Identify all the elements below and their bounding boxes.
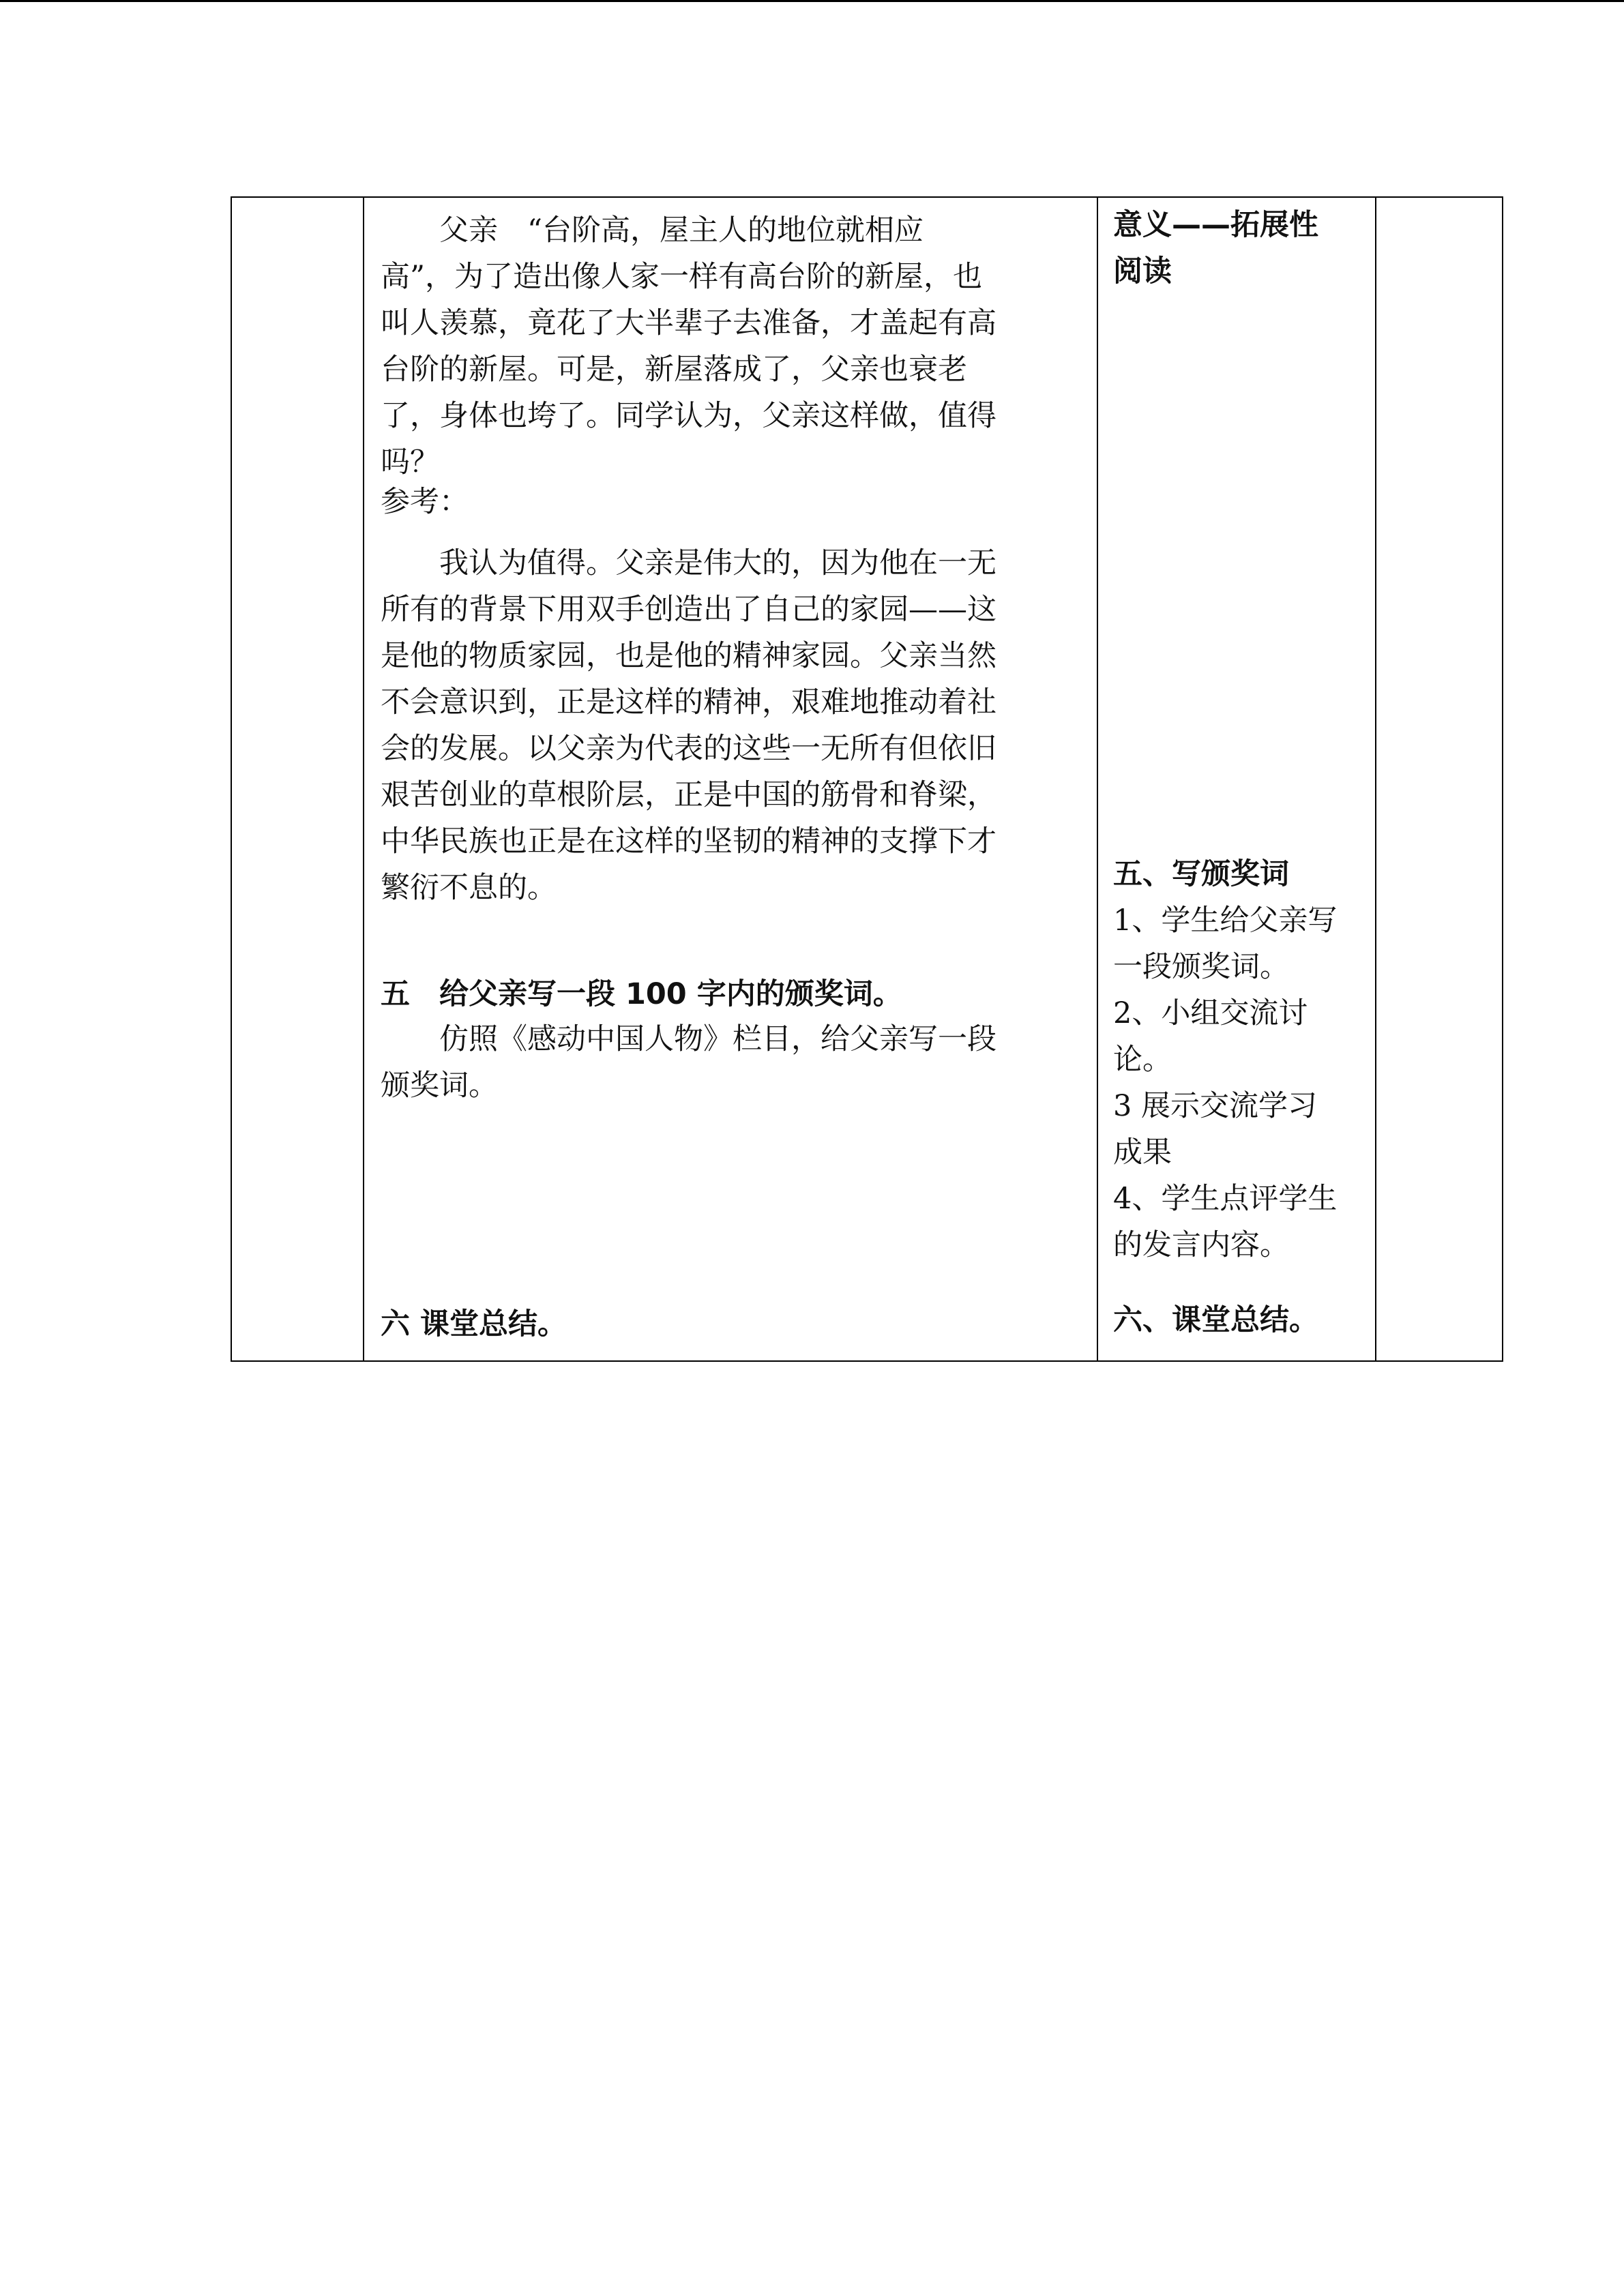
section5-line: 颁奖词。 (381, 1069, 498, 1103)
notes-intro-line: 意义——拓展性 (1113, 208, 1318, 242)
notes-item-line: 成果 (1113, 1135, 1172, 1169)
question-line: 父亲 “台阶高，屋主人的地位就相应 (381, 213, 924, 248)
answer-line: 不会意识到，正是这样的精神，艰难地推动着社 (381, 685, 996, 719)
section5-line: 仿照《感动中国人物》栏目，给父亲写一段 (439, 1022, 996, 1056)
notes-section5-heading: 五、写颁奖词 (1113, 857, 1289, 891)
notes-item-line: 2、小组交流讨 (1113, 996, 1308, 1030)
reference-label: 参考： (381, 485, 469, 519)
notes-item-line: 一段颁奖词。 (1113, 950, 1289, 984)
answer-line: 是他的物质家园，也是他的精神家园。父亲当然 (381, 639, 996, 673)
question-line: 了，身体也垮了。同学认为，父亲这样做，值得 (381, 399, 996, 433)
top-border-line (0, 0, 1624, 2)
section6-heading: 六 课堂总结。 (381, 1307, 567, 1341)
answer-line: 艰苦创业的草根阶层，正是中国的筋骨和脊梁， (381, 778, 996, 812)
question-line: 吗？ (381, 445, 439, 479)
teaching-content-cell (381, 198, 1087, 1360)
notes-item-line: 4、学生点评学生 (1113, 1182, 1338, 1216)
section5-heading: 五 给父亲写一段 100 字内的颁奖词。 (381, 977, 902, 1011)
answer-line: 中华民族也正是在这样的坚韧的精神的支撑下才 (381, 824, 996, 859)
column-divider (363, 198, 364, 1360)
answer-line: 所有的背景下用双手创造出了自己的家园——这 (381, 593, 996, 627)
question-line: 台阶的新屋。可是，新屋落成了，父亲也衰老 (381, 353, 967, 387)
notes-section6-heading: 六、课堂总结。 (1113, 1303, 1318, 1337)
notes-item-line: 3 展示交流学习 (1113, 1089, 1318, 1123)
column-divider (1375, 198, 1376, 1360)
notes-item-line: 1、学生给父亲写 (1113, 904, 1338, 938)
notes-item-line: 论。 (1113, 1043, 1172, 1077)
question-line: 叫人羡慕，竟花了大半辈子去准备，才盖起有高 (381, 306, 996, 340)
answer-line: 我认为值得。父亲是伟大的，因为他在一无 (439, 546, 996, 580)
answer-line: 会的发展。以父亲为代表的这些一无所有但依旧 (381, 732, 996, 766)
answer-line: 繁衍不息的。 (381, 871, 557, 905)
student-activity-cell (1113, 198, 1370, 1360)
lesson-plan-table (231, 196, 1503, 1362)
notes-item-line: 的发言内容。 (1113, 1228, 1289, 1262)
question-line: 高”，为了造出像人家一样有高台阶的新屋，也 (381, 260, 982, 294)
notes-intro-line: 阅读 (1113, 254, 1172, 288)
column-divider (1097, 198, 1098, 1360)
